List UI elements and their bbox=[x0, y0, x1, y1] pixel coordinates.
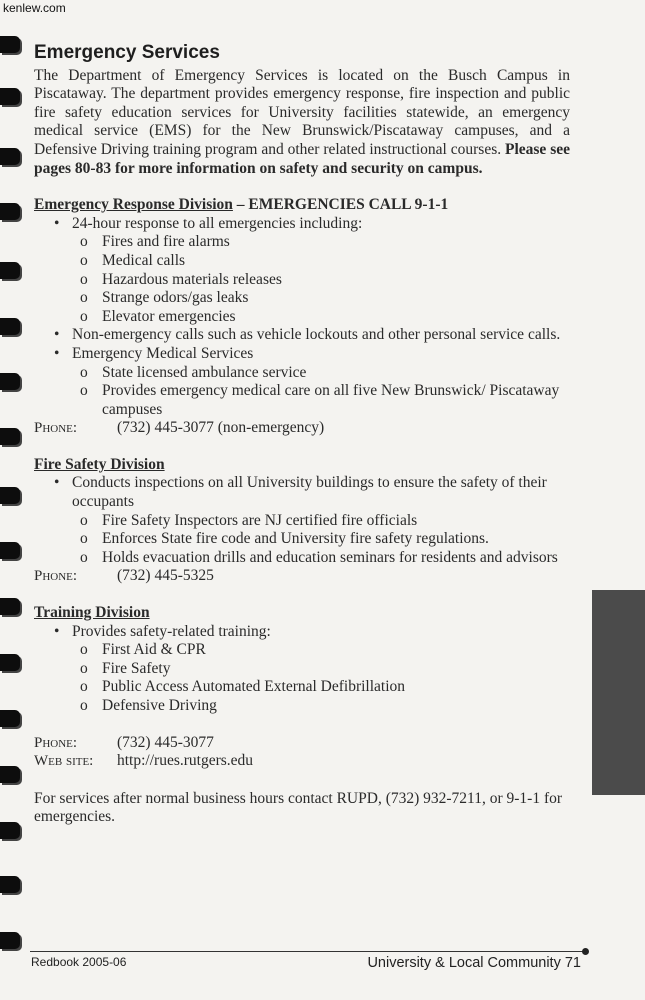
phone-label: Phone: bbox=[34, 420, 78, 437]
footer-rule-dot bbox=[582, 948, 589, 955]
binding-hole bbox=[0, 487, 20, 504]
fire-safety-heading bbox=[34, 456, 570, 475]
binding-hole bbox=[0, 710, 20, 727]
binding-hole bbox=[0, 203, 20, 220]
binding-hole bbox=[0, 876, 20, 893]
binding-holes bbox=[0, 0, 22, 1000]
sub-list bbox=[72, 512, 570, 568]
list-item-text: Provides safety-related training: bbox=[72, 622, 271, 640]
fire-safety-phone bbox=[34, 567, 570, 586]
binding-hole bbox=[0, 148, 20, 165]
sub-list-item: o Provides emergency medical care on all five New Brunswick/ Piscataway campuses bbox=[72, 382, 570, 419]
sub-list-item: o Fires and fire alarms bbox=[72, 233, 570, 252]
sub-list-item: o Enforces State fire code and University fire safety regulations. bbox=[72, 530, 570, 549]
footer-publication: Redbook 2005-06 bbox=[31, 955, 127, 969]
section-tab bbox=[592, 590, 645, 795]
list-item-text: Emergency Medical Services bbox=[72, 344, 254, 362]
footer-page-label: University & Local Community 71 bbox=[367, 955, 581, 971]
list-item bbox=[32, 474, 570, 567]
training-phone bbox=[34, 734, 570, 753]
website-label: Web site: bbox=[34, 753, 94, 770]
phone-label: Phone: bbox=[34, 734, 78, 751]
phone-number: (732) 445-3077 bbox=[117, 733, 214, 751]
after-hours-note: For services after normal business hours contact RUPD, (732) 932-7211, or 9-1-1 for emergencies. bbox=[34, 789, 563, 826]
sub-list-item: o Holds evacuation drills and education seminars for residents and advisors bbox=[72, 549, 570, 568]
training-list bbox=[32, 623, 570, 716]
intro-text: The Department of Emergency Services is located on the Busch Campus in Piscataway. The department provides emergency response, fire inspection and public fire safety education services for University facilities statewide, an emergency medical service (EMS) for the New Brunswick/Piscataway campuses, and a Defensive Driving training program and other related instructional courses. bbox=[34, 66, 570, 158]
spacer bbox=[32, 716, 570, 734]
binding-hole bbox=[0, 373, 20, 390]
footer-rule bbox=[30, 951, 586, 952]
intro-paragraph bbox=[34, 67, 570, 179]
sub-list-item: o Fire Safety Inspectors are NJ certified fire officials bbox=[72, 512, 570, 531]
emergency-call-note: – EMERGENCIES CALL 9-1-1 bbox=[232, 196, 449, 214]
sub-list-item: o Hazardous materials releases bbox=[72, 271, 570, 290]
fire-safety-list bbox=[32, 474, 570, 567]
emergency-response-title: Emergency Response Division bbox=[34, 196, 233, 214]
sub-list bbox=[72, 233, 570, 326]
sub-list-item: o Strange odors/gas leaks bbox=[72, 289, 570, 308]
page-content bbox=[32, 44, 570, 827]
sub-list-item: o First Aid & CPR bbox=[72, 641, 570, 660]
list-item-text: 24-hour response to all emergencies including: bbox=[72, 214, 363, 232]
fire-safety-title: Fire Safety Division bbox=[34, 455, 165, 473]
emergency-response-list bbox=[32, 215, 570, 420]
sub-list-item: o Elevator emergencies bbox=[72, 308, 570, 327]
list-item bbox=[32, 623, 570, 716]
emergency-response-phone bbox=[34, 419, 570, 438]
sub-list-item: o Fire Safety bbox=[72, 660, 570, 679]
list-item: • Non-emergency calls such as vehicle lockouts and other personal service calls. bbox=[32, 326, 570, 345]
training-website bbox=[34, 752, 570, 771]
watermark-text: kenlew.com bbox=[3, 1, 66, 15]
sub-list-item: o Medical calls bbox=[72, 252, 570, 271]
binding-hole bbox=[0, 318, 20, 335]
training-heading bbox=[34, 604, 570, 623]
phone-number: (732) 445-3077 (non-emergency) bbox=[117, 419, 325, 437]
binding-hole bbox=[0, 542, 20, 559]
sub-list bbox=[72, 641, 570, 715]
phone-number: (732) 445-5325 bbox=[117, 567, 214, 585]
binding-hole bbox=[0, 822, 20, 839]
list-item bbox=[32, 215, 570, 327]
phone-label: Phone: bbox=[34, 568, 78, 585]
binding-hole bbox=[0, 428, 20, 445]
emergency-response-heading bbox=[34, 196, 570, 215]
binding-hole bbox=[0, 766, 20, 783]
binding-hole bbox=[0, 598, 20, 615]
sub-list-item: o Defensive Driving bbox=[72, 697, 570, 716]
binding-hole bbox=[0, 262, 20, 279]
binding-hole bbox=[0, 88, 20, 105]
binding-hole bbox=[0, 36, 20, 53]
sub-list bbox=[72, 364, 570, 420]
binding-hole bbox=[0, 932, 20, 949]
sub-list-item: o State licensed ambulance service bbox=[72, 364, 570, 383]
website-url: http://rues.rutgers.edu bbox=[117, 752, 254, 770]
binding-hole bbox=[0, 654, 20, 671]
list-item-text: Conducts inspections on all University buildings to ensure the safety of their occupants bbox=[72, 474, 547, 511]
intro-bold-note: Please see pages 80-83 for more information on safety and security on campus. bbox=[34, 140, 570, 177]
sub-list-item: o Public Access Automated External Defibrillation bbox=[72, 678, 570, 697]
page-title: Emergency Services bbox=[34, 42, 220, 63]
list-item bbox=[32, 345, 570, 419]
training-title: Training Division bbox=[34, 604, 150, 622]
